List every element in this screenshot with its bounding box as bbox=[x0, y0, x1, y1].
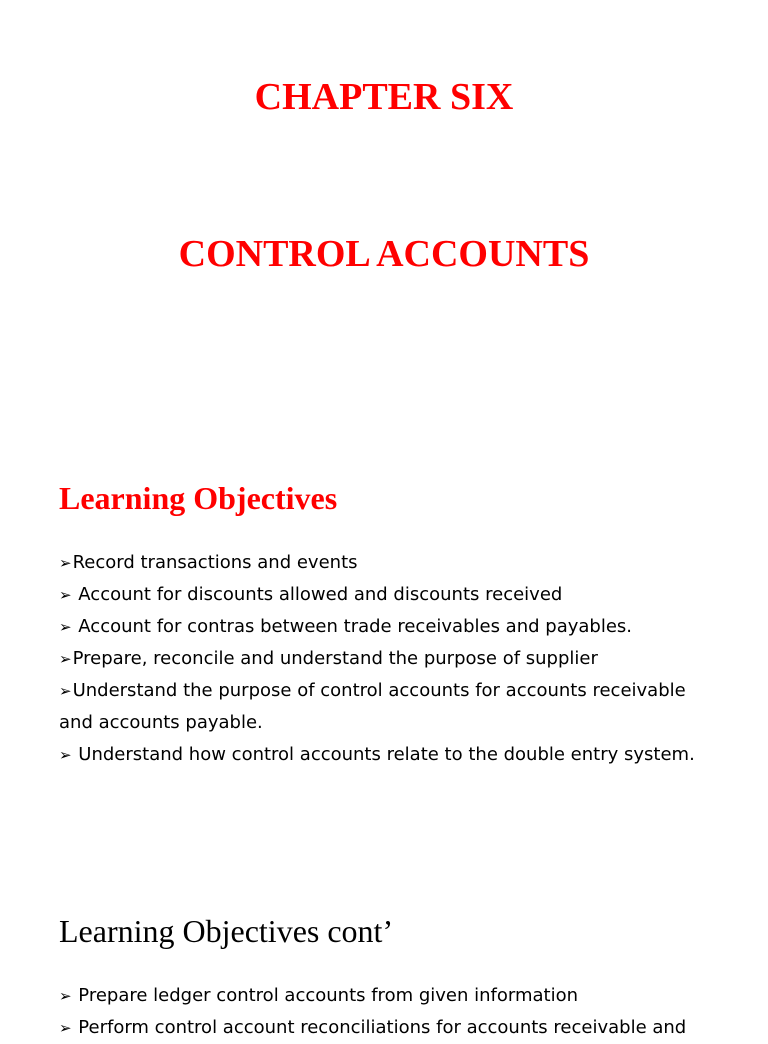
learning-objectives-list bbox=[59, 547, 709, 771]
learning-objectives-cont-list bbox=[59, 980, 709, 1044]
list-item bbox=[59, 611, 709, 643]
learning-objectives-heading: Learning Objectives bbox=[59, 480, 338, 516]
list-item bbox=[59, 1012, 709, 1044]
list-item-text: Understand the purpose of control accounts for accounts receivable and accounts payable. bbox=[59, 680, 686, 733]
list-item-text: Account for discounts allowed and discounts received bbox=[72, 584, 563, 605]
list-item bbox=[59, 643, 709, 675]
list-item bbox=[59, 980, 709, 1012]
list-item bbox=[59, 739, 709, 771]
list-item bbox=[59, 675, 709, 739]
arrow-bullet-icon: ➢ bbox=[59, 554, 72, 572]
arrow-bullet-icon: ➢ bbox=[59, 1019, 72, 1037]
list-item-text: Prepare, reconcile and understand the purpose of supplier bbox=[72, 648, 598, 669]
arrow-bullet-icon: ➢ bbox=[59, 618, 72, 636]
arrow-bullet-icon: ➢ bbox=[59, 746, 72, 764]
arrow-bullet-icon: ➢ bbox=[59, 650, 72, 668]
chapter-subtitle: CONTROL ACCOUNTS bbox=[178, 233, 590, 275]
list-item-text: Prepare ledger control accounts from given information bbox=[72, 985, 579, 1006]
arrow-bullet-icon: ➢ bbox=[59, 987, 72, 1005]
list-item bbox=[59, 547, 709, 579]
arrow-bullet-icon: ➢ bbox=[59, 586, 72, 604]
chapter-title: CHAPTER SIX bbox=[254, 76, 514, 118]
learning-objectives-cont-heading: Learning Objectives cont’ bbox=[59, 913, 394, 949]
list-item-text: Understand how control accounts relate to the double entry system. bbox=[72, 744, 695, 765]
list-item-text: Perform control account reconciliations for accounts receivable and bbox=[72, 1017, 687, 1038]
list-item-text: Record transactions and events bbox=[72, 552, 358, 573]
list-item-text: Account for contras between trade receivables and payables. bbox=[72, 616, 633, 637]
arrow-bullet-icon: ➢ bbox=[59, 682, 72, 700]
list-item bbox=[59, 579, 709, 611]
